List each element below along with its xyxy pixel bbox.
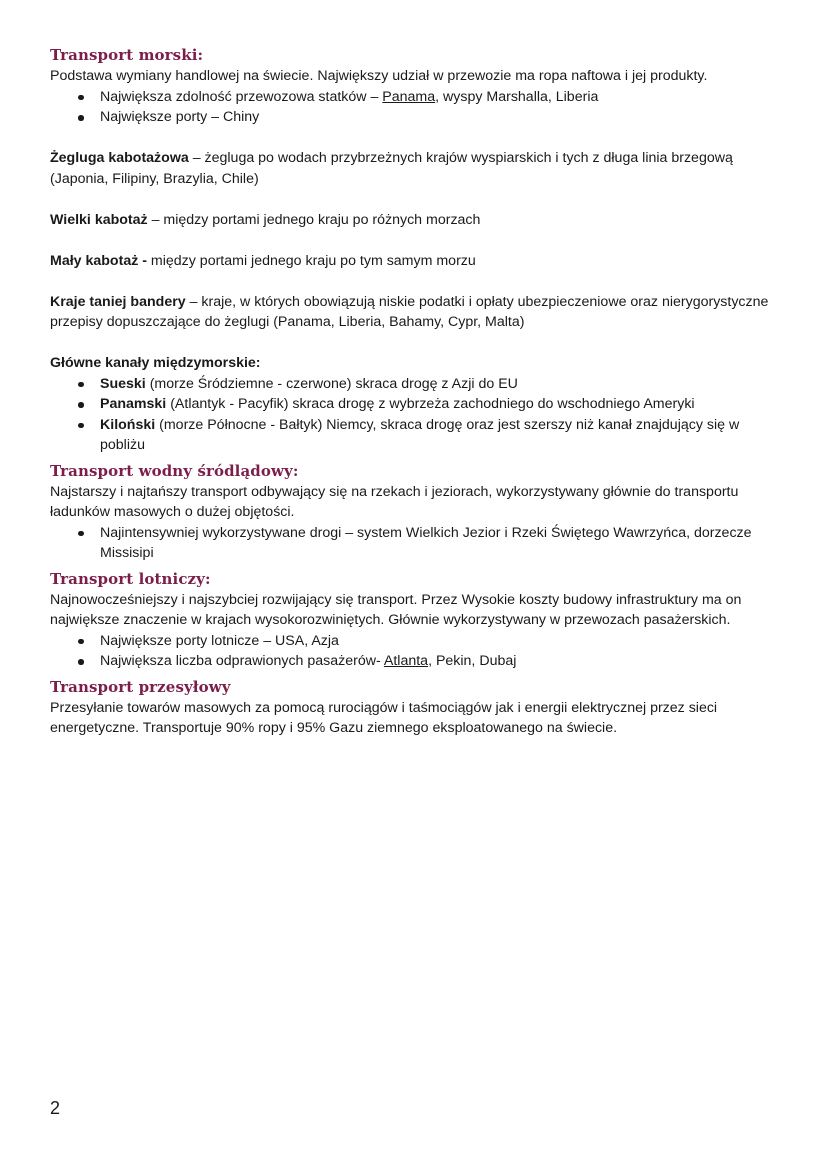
canal-name: Panamski [100, 396, 167, 412]
list-item-text: , wyspy Marshalla, Liberia [435, 88, 599, 105]
definition-term: Wielki kabotaż [50, 211, 148, 228]
list-item-text: Największa liczba odprawionych pasażerów- [100, 653, 384, 669]
canal-desc: (morze Północne - Bałtyk) Niemcy, skraca drogę oraz jest szerszy niż kanał znajdujący się w pobliżu [100, 416, 740, 453]
canal-desc: (morze Śródziemne - czerwone) skraca drogę z Azji do EU [145, 375, 518, 392]
list-item: Największe porty – Chiny [100, 107, 780, 128]
page-number: 2 [50, 1098, 61, 1118]
big-cabotage-definition [50, 210, 780, 231]
cheap-flag-definition [50, 292, 780, 333]
list-item [100, 374, 780, 395]
list-item-text: Największa zdolność przewozowa statków – [100, 88, 383, 105]
air-transport-intro: Najnowocześniejszy i najszybciej rozwijający się transport. Przez Wysokie koszty budowy infrastruktury ma on największe znaczenie w krajach wysokorozwiniętych. Głównie wykorzystywany w przewozach pasażerskich. [50, 591, 742, 628]
list-item: Największe porty lotnicze – USA, Azja [100, 631, 780, 652]
canals-list [50, 374, 780, 456]
definition-text: – kraje, w których obowiązują niskie podatki i opłaty ubezpieczeniowe oraz nierygorystyczne przepisy dopuszczające do żeglugi (Panama, Liberia, Bahamy, Cypr, Malta) [50, 293, 769, 330]
inland-transport-list [50, 523, 780, 564]
canal-name: Sueski [100, 375, 146, 392]
inland-transport-heading: Transport wodny śródlądowy: [50, 461, 299, 480]
list-item [100, 651, 780, 672]
pipeline-transport-heading: Transport przesyłowy [50, 677, 231, 696]
list-item: Najintensywniej wykorzystywane drogi – system Wielkich Jezior i Rzeki Świętego Wawrzyńca, dorzecze Missisipi [100, 523, 780, 564]
cabotage-definition [50, 148, 780, 189]
air-transport-heading: Transport lotniczy: [50, 569, 211, 588]
small-cabotage-definition [50, 251, 780, 272]
air-transport-list [50, 631, 780, 672]
list-item-text: , Pekin, Dubaj [428, 653, 517, 669]
definition-term: Żegluga kabotażowa [50, 150, 189, 166]
canal-name: Kiloński [100, 416, 156, 433]
definition-term: Mały kabotaż - [50, 252, 147, 269]
sea-transport-intro: Podstawa wymiany handlowej na świecie. Największy udział w przewozie ma ropa naftowa i jej produkty. [50, 68, 708, 84]
definition-term: Kraje taniej bandery [50, 293, 186, 310]
definition-text: – żegluga po wodach przybrzeżnych krajów wyspiarskich i tych z długa linia brzegową (Japonia, Filipiny, Brazylia, Chile) [50, 150, 733, 187]
sea-transport-heading: Transport morski: [50, 46, 204, 64]
document-page [50, 44, 780, 739]
list-item [100, 394, 780, 415]
inland-transport-intro: Najstarszy i najtańszy transport odbywający się na rzekach i jeziorach, wykorzystywany głównie do transportu ładunków masowych o dużej objętości. [50, 483, 739, 520]
list-item [100, 87, 780, 108]
pipeline-transport-intro: Przesyłanie towarów masowych za pomocą rurociągów i taśmociągów jak i energii elektrycznej przez sieci energetyczne. Transportuje 90% ropy i 95% Gazu ziemnego eksploatowanego na świecie. [50, 699, 718, 736]
canals-heading-text: Główne kanały międzymorskie: [50, 355, 261, 371]
panama-underlined: Panama [382, 88, 436, 105]
sea-transport-list [50, 87, 780, 128]
list-item [100, 415, 780, 456]
canal-desc: (Atlantyk - Pacyfik) skraca drogę z wybrzeża zachodniego do wschodniego Ameryki [166, 396, 695, 412]
atlanta-underlined: Atlanta [383, 653, 429, 669]
definition-text: – między portami jednego kraju po różnych morzach [147, 211, 481, 228]
definition-text: między portami jednego kraju po tym samym morzu [146, 252, 476, 269]
canals-heading [50, 353, 780, 374]
